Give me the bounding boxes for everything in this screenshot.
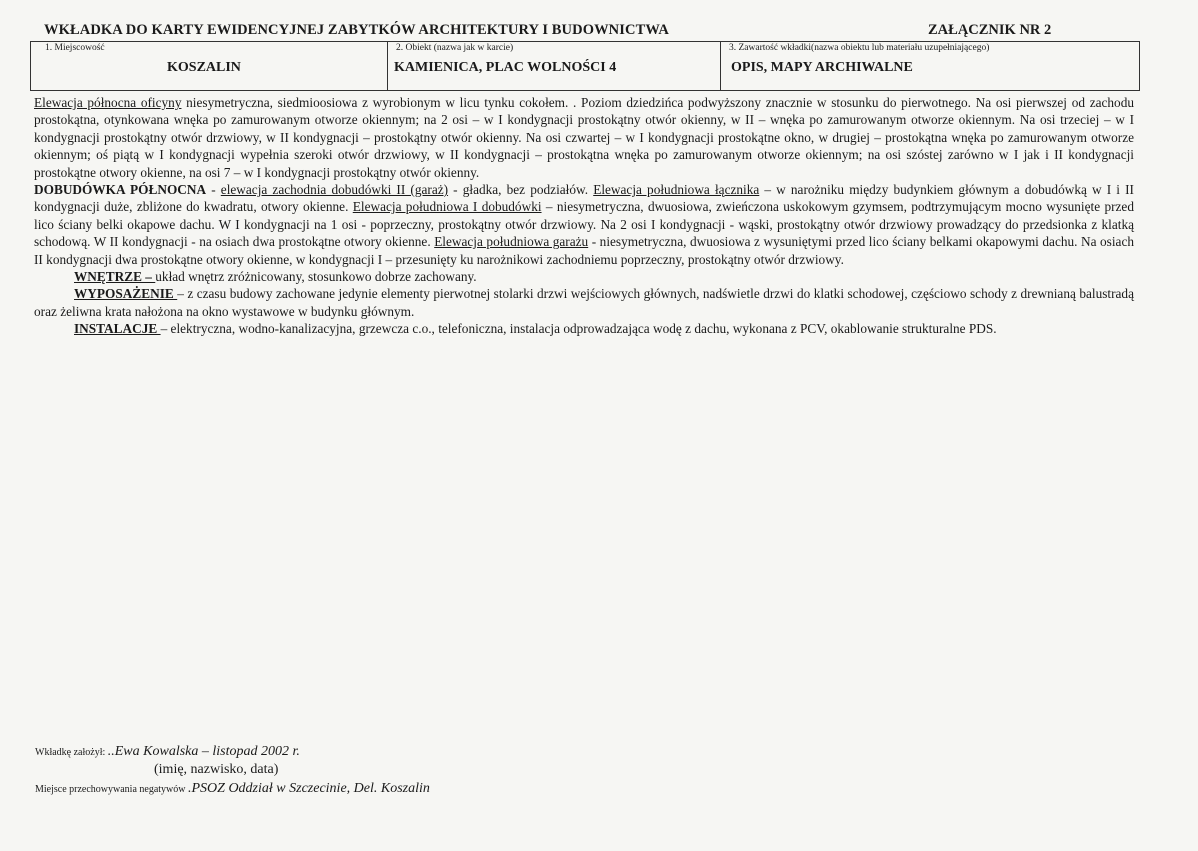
- object-label: 2. Obiekt (nazwa jak w karcie): [396, 43, 514, 53]
- description-body: [34, 94, 1134, 338]
- paragraph-text: – w narożniku między budynkiem głównym a dobudówką w I i II kondygnacji duże, zbliżone do kwadratu, otwory okienne.: [34, 182, 1134, 215]
- contents-value: OPIS, MAPY ARCHIWALNE: [731, 60, 913, 75]
- equipment-paragraph: [34, 285, 1134, 320]
- paragraph-heading: Elewacja północna oficyny: [34, 95, 182, 110]
- subheading: Elewacja południowa garażu: [434, 234, 589, 250]
- author-line: [35, 742, 300, 760]
- paragraph-text: – niesymetryczna, dwuosiowa, zwieńczona uskokowym gzymsem, podtrzymującym mocno wysunięte przed lico ściany belki okapowe dachu. W I kondygnacji na 1 osi - poprzeczny, prostokątny otwór drzwiowy. Na 2 osi I kondygnacji - wąski, prostokątny otwór drzwiowy prowadzący do przedsionka z klatką schodową. W II kondygnacji - na osiach dwa prostokątne otwory okienne.: [34, 199, 1134, 250]
- paragraph-text: – elektryczna, wodno-kanalizacyjna, grzewcza c.o., telefoniczna, instalacja odprowadzająca wodę z dachu, wykonana z PCV, okablowanie strukturalne PDS.: [160, 321, 997, 337]
- subheading: elewacja zachodnia dobudówki II (garaż): [220, 182, 449, 198]
- paragraph-text: niesymetryczna, siedmioosiowa z wyrobionym w licu tynku cokołem. . Poziom dziedzińca podwyższony znacznie w stosunku do pierwotnego. Na osi pierwszej od zachodu prostokątna, otynkowana wnęka po zamurowanym otworze okiennym; na 2 osi – w I kondygnacji prostokątny otwór okienny, w II – wnęka po zamurowanym otworze okiennym. Na osi trzeciej – w I kondygnacji prostokątny otwór drzwiowy, w II kondygnacji – prostokątny otwór okienny. Na osi czwartej – w I kondygnacji prostokątne okno, w drugiej – prostokątna wnęka po zamurowanym otworze okiennym; oś piątą w I kondygnacji wypełnia szeroki otwór drzwiowy, w II kondygnacji – prostokątna wnęka po zamurowanym otworze okiennym; na osi szóstej zarówno w I jak i II kondygnacji prostokątne otwory okienne, na osi 7 – w I kondygnacji prostokątny otwór okienny.: [34, 95, 1134, 180]
- object-value: KAMIENICA, PLAC WOLNOŚCI 4: [394, 60, 617, 75]
- paragraph-heading: DOBUDÓWKA PÓŁNOCNA: [34, 182, 207, 198]
- locality-value: KOSZALIN: [167, 60, 241, 75]
- paragraph-text: - niesymetryczna, dwuosiowa z wysuniętymi przed lico ściany belkami okapowymi dachu. Na osiach II kondygnacji dwa prostokątne otwory okienne, w kondygnacji I – przesunięty ku narożnikowi zachodniemu poprzeczny, prostokątny otwór drzwiowy.: [34, 234, 1134, 267]
- locality-label: 1. Miejscowość: [45, 43, 105, 53]
- annex-number: ZAŁĄCZNIK NR 2: [928, 22, 1052, 38]
- north-annex-elevation-paragraph: [34, 94, 1134, 181]
- paragraph-heading: INSTALACJE: [74, 321, 161, 337]
- locality-field: [31, 42, 387, 90]
- north-extension-paragraph: [34, 181, 1134, 268]
- document-title: WKŁADKA DO KARTY EWIDENCYJNEJ ZABYTKÓW ARCHITEKTURY I BUDOWNICTWA: [44, 22, 669, 38]
- interior-paragraph: [34, 268, 1134, 285]
- installations-paragraph: [34, 320, 1134, 337]
- paragraph-heading: WNĘTRZE –: [74, 269, 156, 285]
- contents-field: [720, 42, 1139, 90]
- paragraph-text: – z czasu budowy zachowane jedynie elementy pierwotnej stolarki drzwi wejściowych głównych, nadświetle drzwi do klatki schodowej, częściowo schody z drewnianą balustradą oraz żeliwna krata nałożona na okno wystawowe w budynku głównym.: [34, 286, 1134, 319]
- paragraph-text: - gładka, bez podziałów.: [448, 182, 594, 198]
- storage-line: [35, 779, 430, 797]
- paragraph-text: układ wnętrz zróżnicowany, stosunkowo dobrze zachowany.: [155, 269, 477, 285]
- author-hint: (imię, nazwisko, data): [154, 762, 279, 777]
- storage-label: Miejsce przechowywania negatywów: [35, 784, 188, 795]
- object-field: [387, 42, 720, 90]
- author-label: Wkładkę założył:: [35, 747, 108, 758]
- header-fields-table: [30, 41, 1140, 91]
- subheading: Elewacja południowa I dobudówki: [352, 199, 542, 215]
- paragraph-heading: WYPOSAŻENIE: [74, 286, 178, 302]
- author-value: ..Ewa Kowalska – listopad 2002 r.: [107, 744, 300, 759]
- subheading: Elewacja południowa łącznika: [593, 182, 760, 198]
- storage-value: .PSOZ Oddział w Szczecinie, Del. Koszalin: [188, 781, 430, 796]
- paragraph-text: -: [206, 182, 221, 198]
- contents-label: 3. Zawartość wkładki(nazwa obiektu lub materiału uzupełniającego): [729, 43, 990, 53]
